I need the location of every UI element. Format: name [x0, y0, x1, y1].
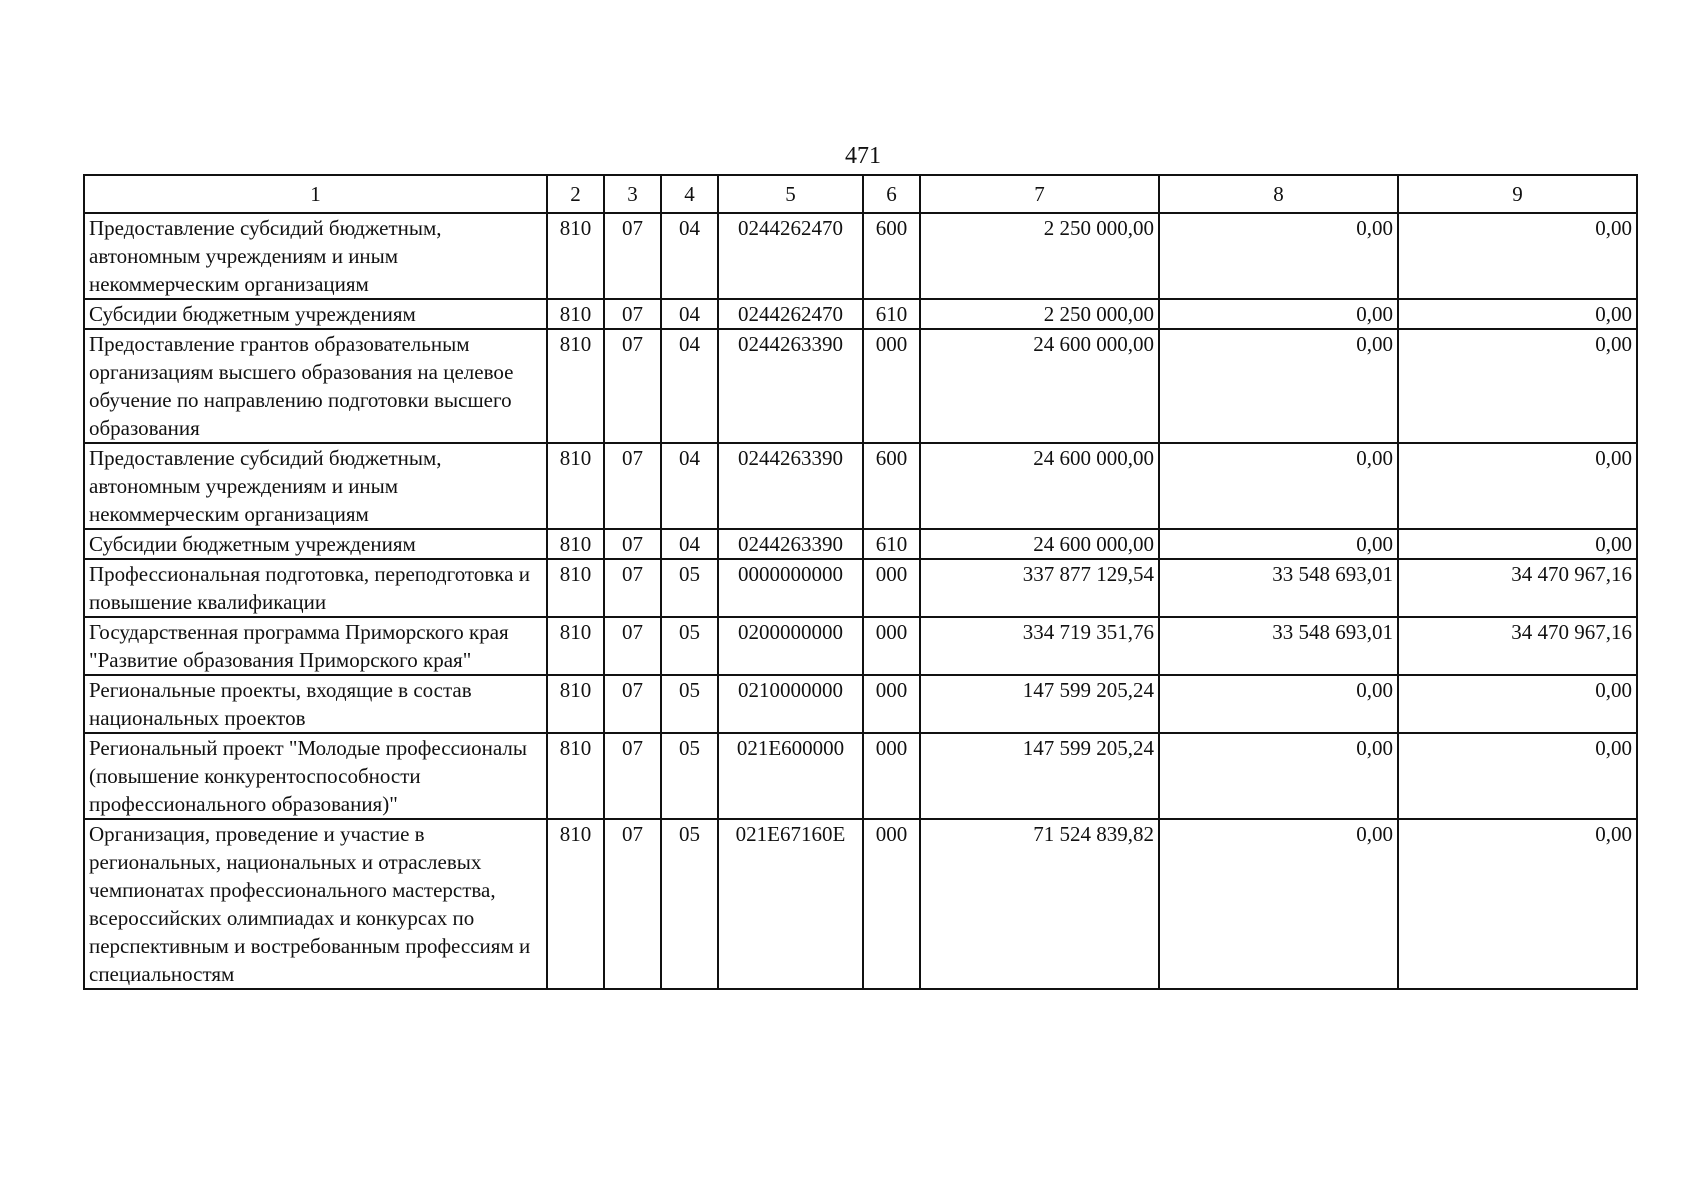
row-code-4: 04 [661, 329, 718, 443]
row-code-6: 000 [863, 733, 920, 819]
row-name: Региональный проект "Молодые профессионалы (повышение конкурентоспособности профессионального образования)" [84, 733, 547, 819]
header-col-1: 1 [84, 175, 547, 213]
row-code-3: 07 [604, 617, 661, 675]
row-amount-7: 2 250 000,00 [920, 299, 1159, 329]
row-code-4: 05 [661, 617, 718, 675]
header-col-5: 5 [718, 175, 863, 213]
row-amount-8: 0,00 [1159, 443, 1398, 529]
header-row [84, 175, 1637, 213]
row-amount-7: 24 600 000,00 [920, 529, 1159, 559]
row-code-4: 05 [661, 559, 718, 617]
row-amount-9: 0,00 [1398, 529, 1637, 559]
row-code-3: 07 [604, 213, 661, 299]
row-code-6: 000 [863, 675, 920, 733]
table-row [84, 213, 1637, 299]
row-code-5: 0244262470 [718, 299, 863, 329]
row-name: Региональные проекты, входящие в состав национальных проектов [84, 675, 547, 733]
row-code-2: 810 [547, 617, 604, 675]
table-row [84, 819, 1637, 989]
row-code-3: 07 [604, 529, 661, 559]
page-number: 471 [845, 143, 881, 169]
row-amount-9: 0,00 [1398, 213, 1637, 299]
table-row [84, 299, 1637, 329]
table-row [84, 529, 1637, 559]
header-col-7: 7 [920, 175, 1159, 213]
row-code-2: 810 [547, 329, 604, 443]
row-amount-7: 147 599 205,24 [920, 675, 1159, 733]
row-code-6: 600 [863, 443, 920, 529]
row-amount-8: 33 548 693,01 [1159, 559, 1398, 617]
row-name: Профессиональная подготовка, переподготовка и повышение квалификации [84, 559, 547, 617]
row-amount-7: 2 250 000,00 [920, 213, 1159, 299]
row-amount-8: 0,00 [1159, 329, 1398, 443]
table-row [84, 675, 1637, 733]
row-code-4: 05 [661, 675, 718, 733]
row-code-6: 000 [863, 559, 920, 617]
row-amount-8: 33 548 693,01 [1159, 617, 1398, 675]
row-amount-9: 0,00 [1398, 329, 1637, 443]
row-code-4: 04 [661, 443, 718, 529]
row-amount-9: 0,00 [1398, 675, 1637, 733]
row-name: Организация, проведение и участие в региональных, национальных и отраслевых чемпионатах профессионального мастерства, всероссийских олимпиадах и конкурсах по перспективным и востребованным профессиям и специальностям [84, 819, 547, 989]
row-amount-8: 0,00 [1159, 675, 1398, 733]
row-amount-7: 24 600 000,00 [920, 443, 1159, 529]
row-code-3: 07 [604, 819, 661, 989]
header-col-6: 6 [863, 175, 920, 213]
row-code-3: 07 [604, 443, 661, 529]
row-code-3: 07 [604, 675, 661, 733]
row-amount-7: 24 600 000,00 [920, 329, 1159, 443]
row-code-5: 0210000000 [718, 675, 863, 733]
row-amount-9: 0,00 [1398, 299, 1637, 329]
row-amount-7: 334 719 351,76 [920, 617, 1159, 675]
row-amount-8: 0,00 [1159, 819, 1398, 989]
row-code-5: 021E600000 [718, 733, 863, 819]
row-name: Предоставление субсидий бюджетным, автономным учреждениям и иным некоммерческим организациям [84, 213, 547, 299]
row-code-6: 000 [863, 617, 920, 675]
row-code-3: 07 [604, 559, 661, 617]
header-col-2: 2 [547, 175, 604, 213]
row-amount-8: 0,00 [1159, 299, 1398, 329]
row-amount-8: 0,00 [1159, 529, 1398, 559]
row-code-2: 810 [547, 529, 604, 559]
row-code-2: 810 [547, 559, 604, 617]
row-amount-7: 147 599 205,24 [920, 733, 1159, 819]
row-name: Предоставление грантов образовательным организациям высшего образования на целевое обучение по направлению подготовки высшего образования [84, 329, 547, 443]
table-row [84, 617, 1637, 675]
row-code-2: 810 [547, 213, 604, 299]
row-amount-9: 0,00 [1398, 443, 1637, 529]
row-code-6: 610 [863, 299, 920, 329]
row-amount-9: 0,00 [1398, 819, 1637, 989]
row-code-6: 000 [863, 819, 920, 989]
row-code-4: 04 [661, 299, 718, 329]
row-code-3: 07 [604, 733, 661, 819]
row-name: Субсидии бюджетным учреждениям [84, 299, 547, 329]
row-name: Предоставление субсидий бюджетным, автономным учреждениям и иным некоммерческим организациям [84, 443, 547, 529]
header-col-9: 9 [1398, 175, 1637, 213]
row-code-5: 021E67160E [718, 819, 863, 989]
row-code-6: 600 [863, 213, 920, 299]
row-code-2: 810 [547, 733, 604, 819]
row-amount-9: 34 470 967,16 [1398, 617, 1637, 675]
row-amount-7: 71 524 839,82 [920, 819, 1159, 989]
row-code-2: 810 [547, 675, 604, 733]
row-code-6: 000 [863, 329, 920, 443]
row-amount-9: 34 470 967,16 [1398, 559, 1637, 617]
row-code-2: 810 [547, 299, 604, 329]
row-code-3: 07 [604, 329, 661, 443]
row-name: Государственная программа Приморского края "Развитие образования Приморского края" [84, 617, 547, 675]
row-code-4: 04 [661, 529, 718, 559]
row-code-6: 610 [863, 529, 920, 559]
row-amount-8: 0,00 [1159, 213, 1398, 299]
row-code-2: 810 [547, 443, 604, 529]
row-amount-7: 337 877 129,54 [920, 559, 1159, 617]
row-code-4: 05 [661, 819, 718, 989]
row-code-5: 0000000000 [718, 559, 863, 617]
header-col-4: 4 [661, 175, 718, 213]
row-name: Субсидии бюджетным учреждениям [84, 529, 547, 559]
row-code-5: 0244263390 [718, 529, 863, 559]
row-code-3: 07 [604, 299, 661, 329]
row-code-2: 810 [547, 819, 604, 989]
row-code-5: 0244263390 [718, 443, 863, 529]
header-col-3: 3 [604, 175, 661, 213]
table-row [84, 733, 1637, 819]
row-amount-8: 0,00 [1159, 733, 1398, 819]
header-col-8: 8 [1159, 175, 1398, 213]
table-row [84, 443, 1637, 529]
row-code-5: 0244262470 [718, 213, 863, 299]
budget-table [83, 174, 1638, 990]
row-amount-9: 0,00 [1398, 733, 1637, 819]
table-row [84, 559, 1637, 617]
row-code-4: 05 [661, 733, 718, 819]
row-code-4: 04 [661, 213, 718, 299]
row-code-5: 0200000000 [718, 617, 863, 675]
row-code-5: 0244263390 [718, 329, 863, 443]
table-row [84, 329, 1637, 443]
